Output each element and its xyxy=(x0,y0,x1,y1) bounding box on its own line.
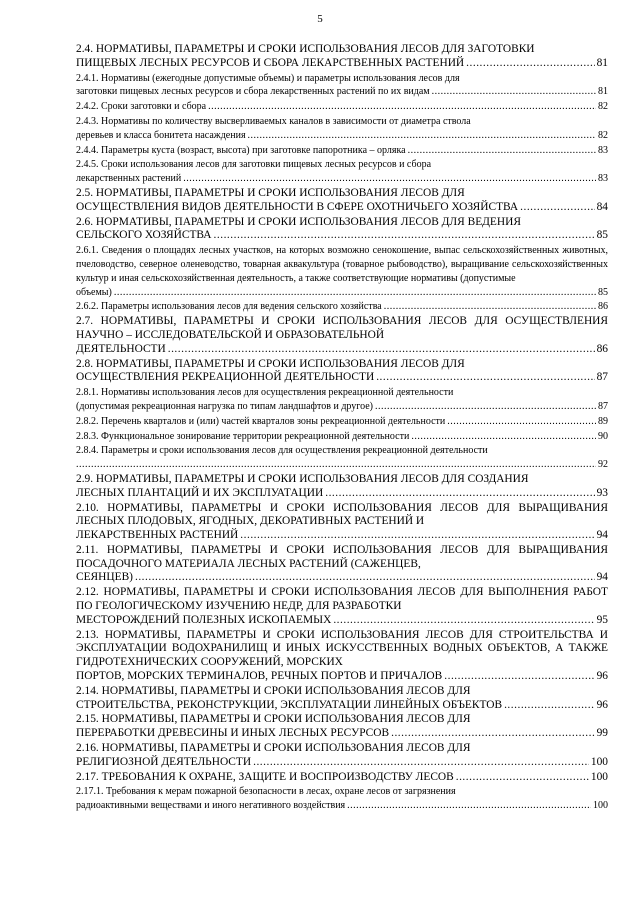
dot-leader xyxy=(432,85,596,99)
toc-entry-last-line xyxy=(76,100,608,114)
toc-page-number: 99 xyxy=(596,727,608,740)
dot-leader xyxy=(183,172,596,186)
toc-entry-title: СТРОИТЕЛЬСТВА, РЕКОНСТРУКЦИИ, ЭКСПЛУАТАЦИИ ЛИНЕЙНЫХ ОБЪЕКТОВ xyxy=(76,698,503,711)
toc-entry-last-line xyxy=(76,571,608,585)
toc-entry[interactable] xyxy=(76,713,608,741)
toc-entry-title: 2.17. ТРЕБОВАНИЯ К ОХРАНЕ, ЗАЩИТЕ И ВОСПРОИЗВОДСТВУ ЛЕСОВ xyxy=(76,770,454,783)
toc-entry[interactable] xyxy=(76,158,608,186)
toc-entry-last-line xyxy=(76,529,608,543)
toc-entry-title: СЕЯНЦЕВ) xyxy=(76,571,133,584)
dot-leader xyxy=(135,571,595,585)
toc-page-number: 81 xyxy=(598,86,608,98)
toc-entry[interactable] xyxy=(76,415,608,429)
toc-entry[interactable] xyxy=(76,473,608,501)
toc-entry-last-line xyxy=(76,699,608,713)
toc-entry-last-line xyxy=(76,799,608,813)
toc-entry-last-line xyxy=(76,670,608,684)
toc-entry-text: 2.8.1. Нормативы использования лесов для осуществления рекреационной деятельности xyxy=(76,387,454,399)
toc-page-number: 82 xyxy=(598,129,608,141)
dot-leader xyxy=(208,100,596,114)
toc-entry-title: СЕЛЬСКОГО ХОЗЯЙСТВА xyxy=(76,229,212,242)
toc-entry-title: радиоактивными веществами и иного негативного воздействия xyxy=(76,800,346,812)
toc-entry[interactable] xyxy=(76,100,608,114)
toc-page-number: 100 xyxy=(590,770,608,783)
toc-page-number: 82 xyxy=(598,101,608,113)
toc-entry-title: ОСУЩЕСТВЛЕНИЯ ВИДОВ ДЕЯТЕЛЬНОСТИ В СФЕРЕ ОХОТНИЧЬЕГО ХОЗЯЙСТВА xyxy=(76,200,519,213)
toc-entry-text: 2.6.1. Сведения о площадях лесных участков, на которых возможно сенокошение, выпас сельскохозяйственных животных, пчеловодство, северное оленеводство, товарная аквакультура (товарное рыбоводство), выращивание сельскохозяйственных культур и иная сельскохозяйственная деятельность, а также соответствующие нормативы (допустимые xyxy=(76,245,608,284)
toc-page-number: 94 xyxy=(596,529,608,542)
toc-page-number: 83 xyxy=(598,173,608,185)
dot-leader xyxy=(248,129,596,143)
toc-entry-title: объемы) xyxy=(76,286,112,298)
toc-entry[interactable] xyxy=(76,502,608,543)
toc-entry-last-line xyxy=(76,400,608,414)
toc-entry[interactable] xyxy=(76,544,608,585)
toc-entry[interactable] xyxy=(76,358,608,386)
toc-entry-title: заготовки пищевых лесных ресурсов и сбора лекарственных растений по их видам xyxy=(76,86,430,98)
dot-leader xyxy=(504,699,595,713)
dot-leader xyxy=(347,799,591,813)
toc-page-number: 96 xyxy=(596,698,608,711)
toc-entry-title: ДЕЯТЕЛЬНОСТИ xyxy=(76,342,166,355)
toc-page-number: 95 xyxy=(596,613,608,626)
toc-entry[interactable] xyxy=(76,216,608,244)
toc-page-number: 93 xyxy=(596,486,608,499)
toc-page-number: 81 xyxy=(596,56,608,69)
toc-entry-last-line xyxy=(76,756,608,770)
toc-entry[interactable] xyxy=(76,430,608,444)
toc-entry-last-line xyxy=(76,458,608,472)
toc-entry[interactable] xyxy=(76,115,608,143)
toc-page-number: 86 xyxy=(596,342,608,355)
dot-leader xyxy=(76,458,596,472)
toc-page-number: 85 xyxy=(596,229,608,242)
toc-page-number: 94 xyxy=(596,571,608,584)
toc-entry-title: деревьев и класса бонитета насаждения xyxy=(76,129,246,141)
toc-entry-text: 2.6. НОРМАТИВЫ, ПАРАМЕТРЫ И СРОКИ ИСПОЛЬЗОВАНИЯ ЛЕСОВ ДЛЯ ВЕДЕНИЯ xyxy=(76,215,521,228)
toc-page-number: 87 xyxy=(596,371,608,384)
toc-entry[interactable] xyxy=(76,43,608,71)
toc-entry-title: 2.8.3. Функциональное зонирование территории рекреационной деятельности xyxy=(76,430,410,442)
toc-entry-text: 2.14. НОРМАТИВЫ, ПАРАМЕТРЫ И СРОКИ ИСПОЛЬЗОВАНИЯ ЛЕСОВ ДЛЯ xyxy=(76,684,471,697)
toc-entry-last-line xyxy=(76,201,608,215)
toc-entry-title: ОСУЩЕСТВЛЕНИЯ РЕКРЕАЦИОННОЙ ДЕЯТЕЛЬНОСТИ xyxy=(76,371,375,384)
toc-page-number: 100 xyxy=(593,800,608,812)
toc-page-number: 85 xyxy=(598,286,608,298)
toc-entry[interactable] xyxy=(76,771,608,785)
toc-entry[interactable] xyxy=(76,586,608,627)
dot-leader xyxy=(325,487,594,501)
dot-leader xyxy=(456,771,589,785)
dot-leader xyxy=(411,430,596,444)
dot-leader xyxy=(214,229,595,243)
toc-entry-title: 2.6.2. Параметры использования лесов для ведения сельского хозяйства xyxy=(76,301,382,313)
toc-entry-text: 2.4. НОРМАТИВЫ, ПАРАМЕТРЫ И СРОКИ ИСПОЛЬЗОВАНИЯ ЛЕСОВ ДЛЯ ЗАГОТОВКИ xyxy=(76,43,535,55)
toc-entry-text: 2.7. НОРМАТИВЫ, ПАРАМЕТРЫ И СРОКИ ИСПОЛЬЗОВАНИЯ ЛЕСОВ ДЛЯ ОСУЩЕСТВЛЕНИЯ НАУЧНО – ИССЛЕДОВАТЕЛЬСКОЙ И ОБРАЗОВАТЕЛЬНОЙ xyxy=(76,315,608,341)
toc-entry[interactable] xyxy=(76,785,608,813)
toc-entry-title: ЛЕСНЫХ ПЛАНТАЦИЙ И ИХ ЭКСПЛУАТАЦИИ xyxy=(76,486,324,499)
toc-entry-text: 2.8. НОРМАТИВЫ, ПАРАМЕТРЫ И СРОКИ ИСПОЛЬЗОВАНИЯ ЛЕСОВ ДЛЯ xyxy=(76,357,465,370)
page-number: 5 xyxy=(317,13,323,25)
toc-entry-text: 2.4.3. Нормативы по количеству высверливаемых каналов в зависимости от диаметра ствола xyxy=(76,115,471,127)
toc-entry-title: ПОРТОВ, МОРСКИХ ТЕРМИНАЛОВ, РЕЧНЫХ ПОРТОВ И ПРИЧАЛОВ xyxy=(76,670,443,683)
toc-entry[interactable] xyxy=(76,187,608,215)
dot-leader xyxy=(384,300,596,314)
toc-page-number: 100 xyxy=(590,755,608,768)
toc-page-number: 86 xyxy=(598,301,608,313)
toc-entry-last-line xyxy=(76,286,608,300)
toc-entry-text: 2.15. НОРМАТИВЫ, ПАРАМЕТРЫ И СРОКИ ИСПОЛЬЗОВАНИЯ ЛЕСОВ ДЛЯ xyxy=(76,713,471,726)
dot-leader xyxy=(408,144,596,158)
dot-leader xyxy=(520,201,594,215)
toc-entry[interactable] xyxy=(76,300,608,314)
toc-entry-last-line xyxy=(76,85,608,99)
toc-entry-last-line xyxy=(76,129,608,143)
toc-entry-text: 2.13. НОРМАТИВЫ, ПАРАМЕТРЫ И СРОКИ ИСПОЛЬЗОВАНИЯ ЛЕСОВ ДЛЯ СТРОИТЕЛЬСТВА И ЭКСПЛУАТАЦИИ ВОДОХРАНИЛИЩ И ИНЫХ ИСКУССТВЕННЫХ ВОДНЫХ ОБЪЕКТОВ, А ТАКЖЕ ГИДРОТЕХНИЧЕСКИХ СООРУЖЕНИЙ, МОРСКИХ xyxy=(76,628,608,669)
toc-entry[interactable] xyxy=(76,742,608,770)
dot-leader xyxy=(253,756,589,770)
toc-page-number: 83 xyxy=(598,144,608,156)
toc-entry[interactable] xyxy=(76,386,608,414)
dot-leader xyxy=(391,727,595,741)
toc-entry-last-line xyxy=(76,771,608,785)
toc-entry-title: 2.4.2. Сроки заготовки и сбора xyxy=(76,101,207,113)
dot-leader xyxy=(376,371,594,385)
toc-entry-last-line xyxy=(76,144,608,158)
dot-leader xyxy=(447,415,596,429)
toc-entry-text: 2.17.1. Требования к мерам пожарной безопасности в лесах, охране лесов от загрязнения xyxy=(76,786,456,798)
toc-entry-text: 2.5. НОРМАТИВЫ, ПАРАМЕТРЫ И СРОКИ ИСПОЛЬЗОВАНИЯ ЛЕСОВ ДЛЯ xyxy=(76,186,465,199)
toc-entry[interactable] xyxy=(76,444,608,472)
toc-entry-text: 2.12. НОРМАТИВЫ, ПАРАМЕТРЫ И СРОКИ ИСПОЛЬЗОВАНИЯ ЛЕСОВ ДЛЯ ВЫПОЛНЕНИЯ РАБОТ ПО ГЕОЛОГИЧЕСКОМУ ИЗУЧЕНИЮ НЕДР, ДЛЯ РАЗРАБОТКИ xyxy=(76,586,608,613)
toc-page-number: 84 xyxy=(596,200,608,213)
dot-leader xyxy=(466,57,594,71)
toc-page-number: 96 xyxy=(596,670,608,683)
toc-entry[interactable] xyxy=(76,629,608,684)
toc-entry-title: лекарствeнных растений xyxy=(76,173,182,185)
toc-entry-last-line xyxy=(76,172,608,186)
toc-entry-last-line xyxy=(76,487,608,501)
table-of-contents xyxy=(76,43,608,814)
toc-entry-title: 2.4.4. Параметры куста (возраст, высота) при заготовке папоротника – орляка xyxy=(76,144,406,156)
toc-entry-title: ПЕРЕРАБОТКИ ДРЕВЕСИНЫ И ИНЫХ ЛЕСНЫХ РЕСУРСОВ xyxy=(76,727,390,740)
toc-entry-title: МЕСТОРОЖДЕНИЙ ПОЛЕЗНЫХ ИСКОПАЕМЫХ xyxy=(76,613,332,626)
toc-entry-text: 2.9. НОРМАТИВЫ, ПАРАМЕТРЫ И СРОКИ ИСПОЛЬЗОВАНИЯ ЛЕСОВ ДЛЯ СОЗДАНИЯ xyxy=(76,472,529,485)
toc-entry-last-line xyxy=(76,371,608,385)
dot-leader xyxy=(375,400,596,414)
toc-entry-last-line xyxy=(76,614,608,628)
toc-entry-last-line xyxy=(76,727,608,741)
toc-entry-title: ЛЕКАРСТВЕННЫХ РАСТЕНИЙ xyxy=(76,529,239,542)
toc-entry[interactable] xyxy=(76,244,608,299)
toc-entry[interactable] xyxy=(76,72,608,100)
toc-entry-last-line xyxy=(76,300,608,314)
toc-page-number: 90 xyxy=(598,430,608,442)
toc-entry-last-line xyxy=(76,430,608,444)
dot-leader xyxy=(333,614,594,628)
toc-entry[interactable] xyxy=(76,144,608,158)
toc-entry-title: ПИЩЕВЫХ ЛЕСНЫХ РЕСУРСОВ И СБОРА ЛЕКАРСТВЕННЫХ РАСТЕНИЙ xyxy=(76,56,465,69)
toc-entry-last-line xyxy=(76,57,608,71)
toc-entry[interactable] xyxy=(76,315,608,356)
toc-page-number: 87 xyxy=(598,400,608,412)
toc-entry[interactable] xyxy=(76,685,608,713)
toc-entry-text: 2.11. НОРМАТИВЫ, ПАРАМЕТРЫ И СРОКИ ИСПОЛЬЗОВАНИЯ ЛЕСОВ ДЛЯ ВЫРАЩИВАНИЯ ПОСАДОЧНОГО МАТЕРИАЛА ЛЕСНЫХ РАСТЕНИЙ (САЖЕНЦЕВ, xyxy=(76,543,608,570)
toc-entry-title: РЕЛИГИОЗНОЙ ДЕЯТЕЛЬНОСТИ xyxy=(76,755,252,768)
dot-leader xyxy=(444,670,594,684)
toc-entry-title: (допустимая рекреационная нагрузка по типам ландшафтов и другое) xyxy=(76,400,374,412)
toc-page-number: 89 xyxy=(598,415,608,427)
toc-entry-text: 2.4.5. Сроки использования лесов для заготовки пищевых лесных ресурсов и сбора xyxy=(76,159,432,171)
toc-entry-last-line xyxy=(76,343,608,357)
toc-entry-last-line xyxy=(76,415,608,429)
toc-entry-text: 2.16. НОРМАТИВЫ, ПАРАМЕТРЫ И СРОКИ ИСПОЛЬЗОВАНИЯ ЛЕСОВ ДЛЯ xyxy=(76,742,471,755)
dot-leader xyxy=(240,529,594,543)
toc-entry-text: 2.8.4. Параметры и сроки использования лесов для осуществления рекреационной деятельности xyxy=(76,445,488,457)
dot-leader xyxy=(114,286,596,300)
toc-entry-last-line xyxy=(76,229,608,243)
dot-leader xyxy=(168,343,595,357)
toc-entry-title: 2.8.2. Перечень кварталов и (или) частей кварталов зоны рекреационной деятельности xyxy=(76,415,446,427)
toc-entry-text: 2.4.1. Нормативы (ежегодные допустимые объемы) и параметры использования лесов для xyxy=(76,72,460,84)
toc-entry-text: 2.10. НОРМАТИВЫ, ПАРАМЕТРЫ И СРОКИ ИСПОЛЬЗОВАНИЯ ЛЕСОВ ДЛЯ ВЫРАЩИВАНИЯ ЛЕСНЫХ ПЛОДОВЫХ, ЯГОДНЫХ, ДЕКОРАТИВНЫХ РАСТЕНИЙ И xyxy=(76,501,608,528)
toc-page-number: 92 xyxy=(598,459,608,471)
